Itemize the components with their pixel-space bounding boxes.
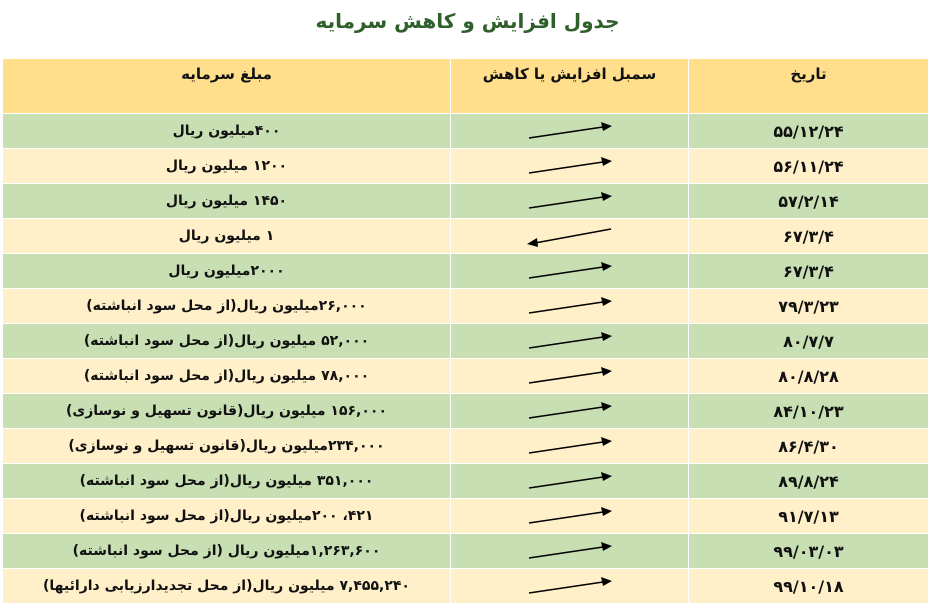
cell-symbol: [451, 394, 689, 429]
cell-amount: ۱۲۰۰ میلیون ریال: [3, 149, 451, 184]
arrow-right-icon: [525, 118, 615, 144]
cell-date: ۸۴/۱۰/۲۳: [689, 394, 929, 429]
cell-date: ۵۵/۱۲/۲۴: [689, 114, 929, 149]
cell-symbol: [451, 324, 689, 359]
cell-amount: ۷,۴۵۵,۲۴۰ میلیون ریال(از محل تجدیدارزیابی دارائیها): [3, 569, 451, 604]
arrow-right-icon: [525, 433, 615, 459]
arrow-right-icon: [525, 573, 615, 599]
table-row: [3, 149, 929, 184]
arrow-right-icon: [525, 328, 615, 354]
arrow-right-icon: [525, 258, 615, 284]
header-amount: مبلغ سرمایه: [3, 59, 451, 114]
cell-date: ۸۰/۸/۲۸: [689, 359, 929, 394]
arrow-right-icon: [525, 188, 615, 214]
table-row: [3, 289, 929, 324]
cell-amount: ۱۴۵۰ میلیون ریال: [3, 184, 451, 219]
cell-date: ۸۶/۴/۳۰: [689, 429, 929, 464]
arrow-left-icon: [525, 223, 615, 249]
cell-date: ۸۰/۷/۷: [689, 324, 929, 359]
header-symbol: سمبل افزایش یا کاهش: [451, 59, 689, 114]
cell-symbol: [451, 569, 689, 604]
cell-date: ۷۹/۳/۲۳: [689, 289, 929, 324]
cell-symbol: [451, 499, 689, 534]
cell-symbol: [451, 114, 689, 149]
cell-amount: ۷۸,۰۰۰ میلیون ریال(از محل سود انباشته): [3, 359, 451, 394]
arrow-right-icon: [525, 468, 615, 494]
capital-table: [2, 58, 929, 604]
cell-amount: ۴۰۰میلیون ریال: [3, 114, 451, 149]
cell-date: ۹۱/۷/۱۳: [689, 499, 929, 534]
cell-date: ۶۷/۳/۴: [689, 254, 929, 289]
table-row: [3, 359, 929, 394]
cell-amount: ۲۳۴,۰۰۰میلیون ریال(قانون تسهیل و نوسازی): [3, 429, 451, 464]
table-row: [3, 184, 929, 219]
arrow-right-icon: [525, 398, 615, 424]
arrow-right-icon: [525, 363, 615, 389]
table-row: [3, 569, 929, 604]
cell-date: ۵۷/۲/۱۴: [689, 184, 929, 219]
cell-amount: ۱ میلیون ریال: [3, 219, 451, 254]
cell-symbol: [451, 184, 689, 219]
cell-symbol: [451, 254, 689, 289]
cell-symbol: [451, 149, 689, 184]
cell-symbol: [451, 429, 689, 464]
cell-symbol: [451, 534, 689, 569]
arrow-right-icon: [525, 153, 615, 179]
arrow-right-icon: [525, 293, 615, 319]
table-header-row: [3, 59, 929, 114]
cell-date: ۹۹/۰۳/۰۳: [689, 534, 929, 569]
cell-symbol: [451, 289, 689, 324]
table-row: [3, 219, 929, 254]
table-row: [3, 499, 929, 534]
cell-amount: ۱,۲۶۳,۶۰۰میلیون ریال (از محل سود انباشته): [3, 534, 451, 569]
table-row: [3, 114, 929, 149]
header-date: تاریخ: [689, 59, 929, 114]
cell-date: ۵۶/۱۱/۲۴: [689, 149, 929, 184]
table-row: [3, 534, 929, 569]
arrow-right-icon: [525, 503, 615, 529]
cell-symbol: [451, 464, 689, 499]
table-row: [3, 394, 929, 429]
arrow-right-icon: [525, 538, 615, 564]
cell-date: ۸۹/۸/۲۴: [689, 464, 929, 499]
table-row: [3, 429, 929, 464]
cell-date: ۹۹/۱۰/۱۸: [689, 569, 929, 604]
cell-date: ۶۷/۳/۴: [689, 219, 929, 254]
table-row: [3, 324, 929, 359]
cell-amount: ۳۵۱,۰۰۰ میلیون ریال(از محل سود انباشته): [3, 464, 451, 499]
cell-symbol: [451, 359, 689, 394]
cell-amount: ۵۲,۰۰۰ میلیون ریال(از محل سود انباشته): [3, 324, 451, 359]
table-row: [3, 464, 929, 499]
cell-symbol: [451, 219, 689, 254]
cell-amount: ۲۶,۰۰۰میلیون ریال(از محل سود انباشته): [3, 289, 451, 324]
page-title: جدول افزایش و کاهش سرمایه: [315, 9, 620, 33]
table-row: [3, 254, 929, 289]
cell-amount: ۱۵۶,۰۰۰ میلیون ریال(قانون تسهیل و نوسازی): [3, 394, 451, 429]
cell-amount: ۴۲۱، ۲۰۰میلیون ریال(از محل سود انباشته): [3, 499, 451, 534]
cell-amount: ۲۰۰۰میلیون ریال: [3, 254, 451, 289]
